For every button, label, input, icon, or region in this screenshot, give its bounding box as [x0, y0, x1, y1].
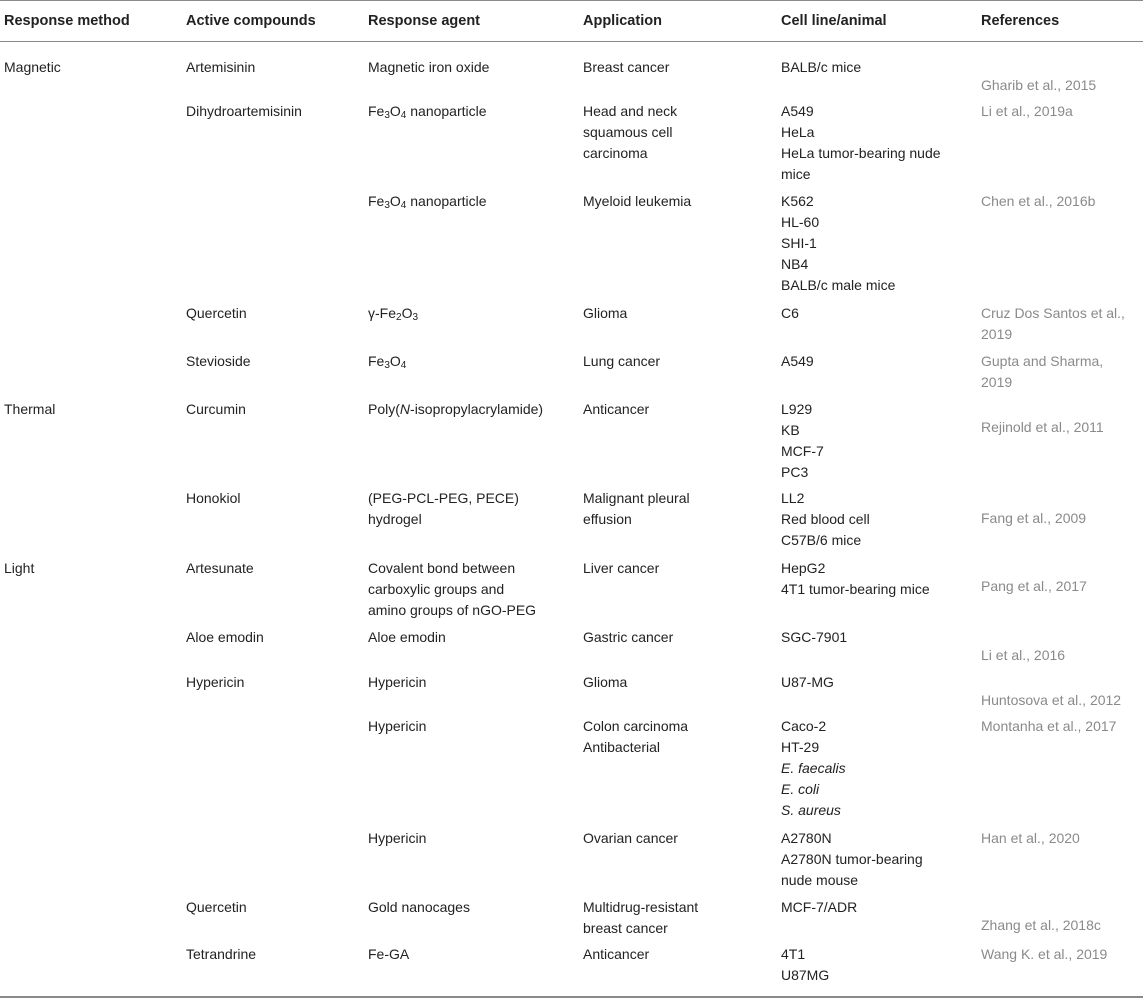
agent: $Fe_3O_4$	[368, 353, 407, 371]
header-response-method: Response method	[4, 13, 130, 29]
agent: $\gamma-Fe_2O_3$	[368, 305, 419, 323]
agent: Aloe emodin	[368, 629, 446, 645]
cell-line: A549	[781, 353, 814, 369]
application: Lung cancer	[583, 353, 661, 369]
agent: Hypericin	[368, 830, 427, 846]
top-rule	[0, 0, 1143, 1]
reference: Chen et al., 2016b	[981, 193, 1096, 209]
header-application: Application	[583, 13, 662, 29]
compound: Dihydroartemisinin	[186, 103, 302, 119]
compound: Aloe emodin	[186, 629, 264, 645]
compound: Hypericin	[186, 674, 245, 690]
cell-line: SGC-7901	[781, 629, 848, 645]
reference: Cruz Dos Santos et al., 2019	[981, 305, 1125, 342]
compound: Tetrandrine	[186, 946, 257, 962]
header-cell-line: Cell line/animal	[781, 13, 887, 29]
agent: Hypericin	[368, 718, 427, 734]
compound: Artemisinin	[186, 59, 256, 75]
agent: Fe-GA	[368, 946, 410, 962]
reference: Pang et al., 2017	[981, 578, 1087, 594]
agent: Magnetic iron oxide	[368, 59, 490, 75]
compound: Curcumin	[186, 401, 246, 417]
reference: Zhang et al., 2018c	[981, 917, 1101, 933]
reference: Gharib et al., 2015	[981, 77, 1097, 93]
reference: Li et al., 2019a	[981, 103, 1073, 119]
header-references: References	[981, 13, 1060, 29]
cell-line: LL2 Red blood cell C57B/6 mice	[781, 490, 870, 548]
cell-line: U87-MG	[781, 674, 834, 690]
agent: $Fe_3O_4$ nanoparticle	[368, 193, 487, 211]
reference: Li et al., 2016	[981, 647, 1066, 663]
cell-line: BALB/c mice	[781, 59, 862, 75]
cell-line: HepG2 4T1 tumor-bearing mice	[781, 560, 930, 597]
cell-line: Caco-2 HT-29 E. faecalis E. coli S. aureus	[781, 718, 846, 818]
reference: Han et al., 2020	[981, 830, 1080, 846]
reference: Fang et al., 2009	[981, 510, 1087, 526]
bottom-rule	[0, 996, 1143, 998]
method-thermal: Thermal	[4, 401, 56, 417]
compound: Artesunate	[186, 560, 254, 576]
method-light: Light	[4, 560, 35, 576]
compound: Quercetin	[186, 899, 247, 915]
application: Liver cancer	[583, 560, 660, 576]
application: Breast cancer	[583, 59, 670, 75]
application: Gastric cancer	[583, 629, 674, 645]
application: Malignant pleural effusion	[583, 490, 690, 527]
agent: Hypericin	[368, 674, 427, 690]
cell-line: 4T1 U87MG	[781, 946, 830, 983]
application: Ovarian cancer	[583, 830, 678, 846]
agent: (PEG-PCL-PEG, PECE) hydrogel	[368, 490, 519, 527]
application: Glioma	[583, 674, 628, 690]
cell-line: MCF-7/ADR	[781, 899, 858, 915]
application: Myeloid leukemia	[583, 193, 692, 209]
application: Glioma	[583, 305, 628, 321]
cell-line: C6	[781, 305, 799, 321]
application: Anticancer	[583, 946, 650, 962]
cell-line: A549 HeLa HeLa tumor-bearing nude mice	[781, 103, 941, 182]
compound: Quercetin	[186, 305, 247, 321]
method-magnetic: Magnetic	[4, 59, 61, 75]
header-active-compounds: Active compounds	[186, 13, 316, 29]
application: Colon carcinoma Antibacterial	[583, 718, 689, 755]
agent: Gold nanocages	[368, 899, 470, 915]
header-response-agent: Response agent	[368, 13, 480, 29]
compound: Honokiol	[186, 490, 241, 506]
application: Head and neck squamous cell carcinoma	[583, 103, 678, 161]
reference: Wang K. et al., 2019	[981, 946, 1108, 962]
reference: Gupta and Sharma, 2019	[981, 353, 1104, 390]
reference: Rejinold et al., 2011	[981, 419, 1104, 435]
compound: Stevioside	[186, 353, 251, 369]
agent: Covalent bond between carboxylic groups and amino groups of nGO-PEG	[368, 560, 537, 618]
cell-line: K562 HL-60 SHI-1 NB4 BALB/c male mice	[781, 193, 896, 293]
application: Multidrug-resistant breast cancer	[583, 899, 699, 936]
agent: $Fe_3O_4$ nanoparticle	[368, 103, 487, 121]
application: Anticancer	[583, 401, 650, 417]
reference: Huntosova et al., 2012	[981, 692, 1122, 708]
header-rule	[0, 41, 1143, 42]
cell-line: L929 KB MCF-7 PC3	[781, 401, 824, 480]
cell-line: A2780N A2780N tumor-bearing nude mouse	[781, 830, 923, 888]
agent: Poly(N-isopropylacrylamide)	[368, 401, 544, 417]
reference: Montanha et al., 2017	[981, 718, 1117, 734]
